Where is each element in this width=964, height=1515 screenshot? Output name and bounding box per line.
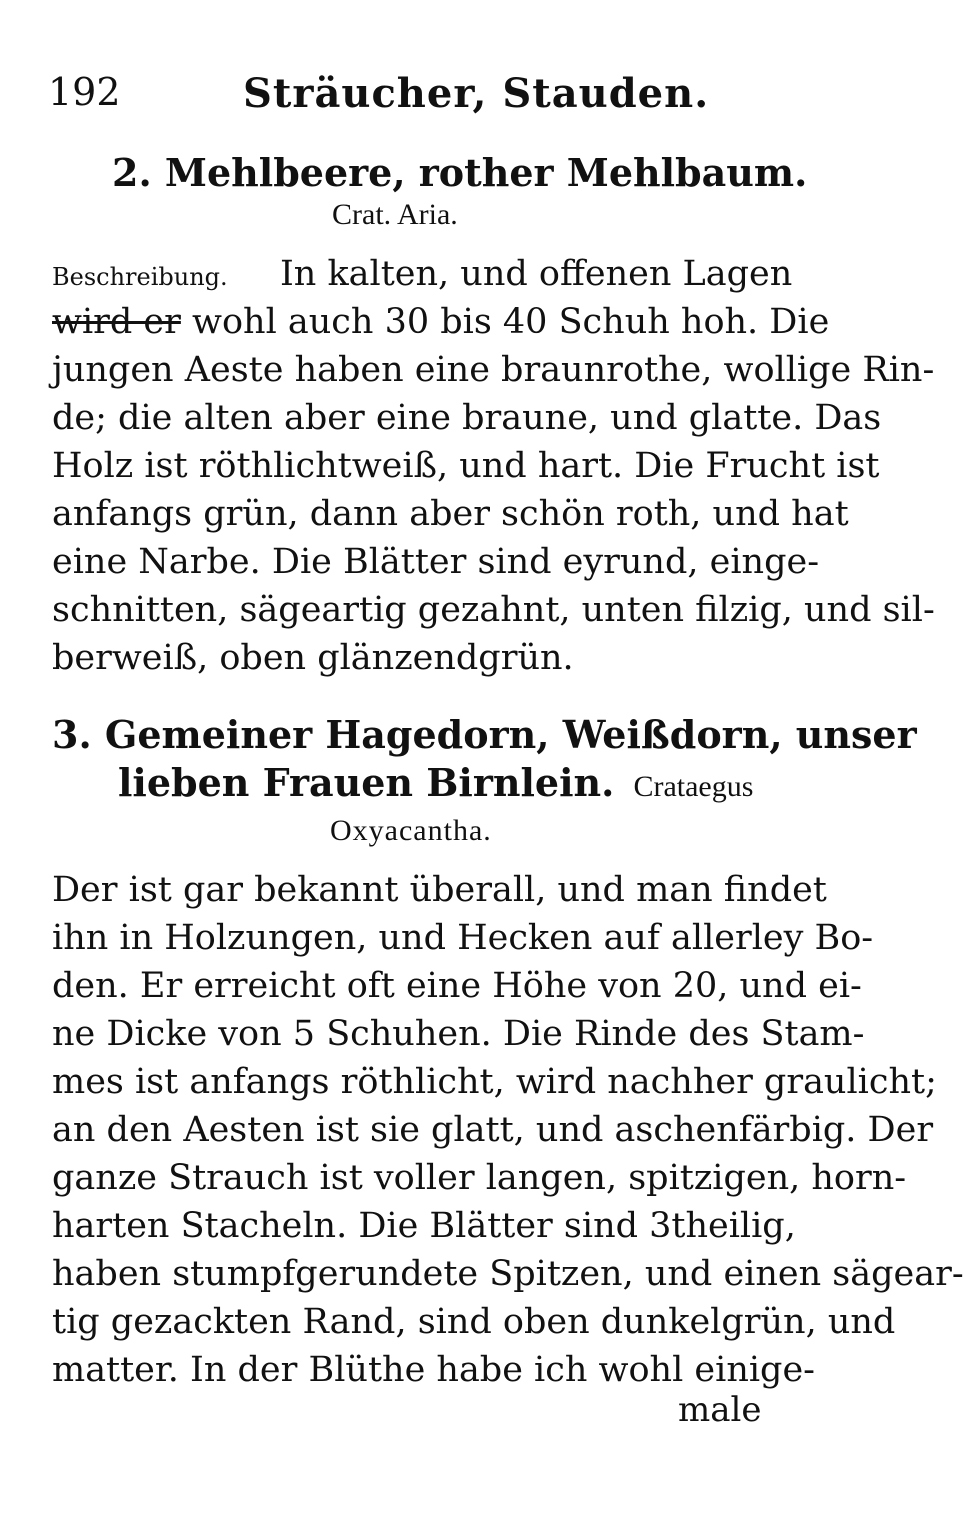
running-head [48,70,788,120]
entry-2-line-8: schnitten, sägeartig gezahnt, unten filzig, und sil- [52,590,935,630]
entry-3-heading-line-2 [118,760,753,805]
entry-2-line-6: anfangs grün, dann aber schön roth, und hat [52,494,849,534]
catchword: male [678,1390,762,1430]
running-title: Sträucher, Stauden. [243,70,710,117]
entry-3-line-2: ihn in Holzungen, und Hecken auf allerley Bo- [52,918,874,958]
description-label: Beschreibung. [52,263,228,291]
entry-3-line-10: tig gezackten Rand, sind oben dunkelgrün, und [52,1302,896,1342]
entry-2-line-7: eine Narbe. Die Blätter sind eyrund, einge- [52,542,820,582]
entry-3-heading-line-1 [52,712,917,757]
entry-2-line-2 [52,298,830,346]
struck-words: wird er [52,302,181,342]
entry-3-heading-line-2-text: lieben Frauen Birnlein. [118,760,615,805]
entry-2-heading: 2. Mehlbeere, rother Mehlbaum. [112,150,808,195]
entry-2-line-2-text: wohl auch 30 bis 40 Schuh hoh. Die [192,302,830,342]
entry-2-line-3: jungen Aeste haben eine braunrothe, wollige Rin- [52,350,935,390]
entry-3-heading-text: 3. Gemeiner Hagedorn, Weißdorn, unser [52,712,917,757]
entry-3-line-6: an den Aesten ist sie glatt, und aschenfärbig. Der [52,1110,934,1150]
page-number: 192 [48,70,121,114]
entry-3-latin-part-1: Crataegus [633,770,754,803]
entry-3-line-8: harten Stacheln. Die Blätter sind 3theilig, [52,1206,796,1246]
entry-2-line-5: Holz ist röthlichtweiß, und hart. Die Frucht ist [52,446,880,486]
entry-2-latin-name: Crat. Aria. [332,198,458,231]
entry-3-latin-part-2: Oxyacantha. [330,814,492,847]
entry-3-line-9: haben stumpfgerundete Spitzen, und einen sägear- [52,1254,964,1294]
entry-3-line-7: ganze Strauch ist voller langen, spitzigen, horn- [52,1158,907,1198]
entry-3-line-5: mes ist anfangs röthlicht, wird nachher graulicht; [52,1062,937,1102]
entry-3-line-3: den. Er erreicht oft eine Höhe von 20, und ei- [52,966,862,1006]
entry-2-line-4: de; die alten aber eine braune, und glatte. Das [52,398,882,438]
entry-2-line-9: berweiß, oben glänzendgrün. [52,638,574,678]
entry-2-line-1-text: In kalten, und offenen Lagen [279,254,793,294]
entry-2-line-1 [52,250,792,301]
entry-3-line-4: ne Dicke von 5 Schuhen. Die Rinde des Stam- [52,1014,865,1054]
entry-3-line-1: Der ist gar bekannt überall, und man findet [52,870,827,910]
entry-3-line-11: matter. In der Blüthe habe ich wohl einige- [52,1350,815,1390]
